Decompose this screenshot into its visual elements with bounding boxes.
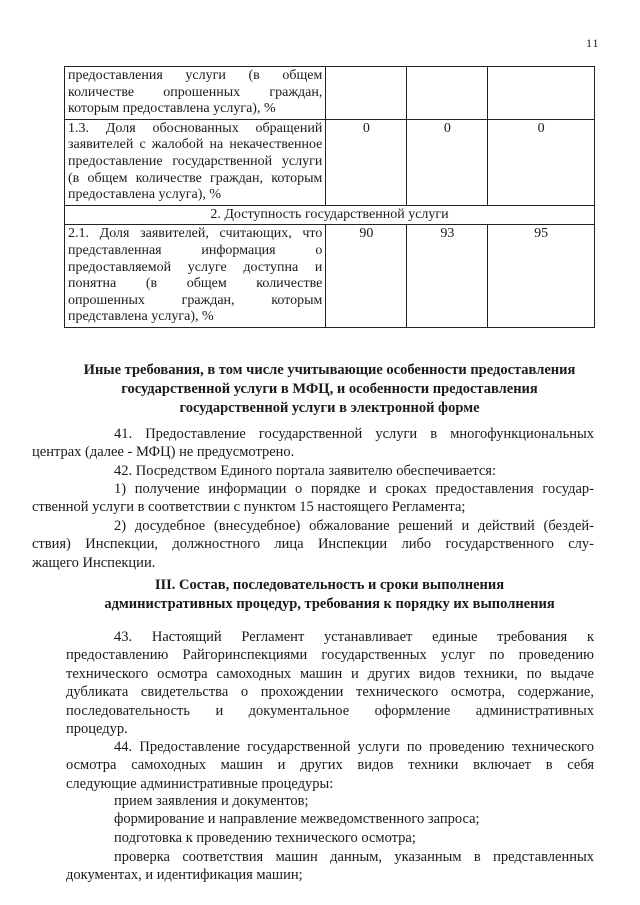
- paragraph-44: 44. Предоставление государственной услуги по проведению технического осмотра самоходных машин и других видов техники включает в себя следующие административные процедуры:: [66, 739, 594, 792]
- criterion-label: предоставления услуги (в общем количестве опрошенных граждан, которым предоставлена услуга), %: [65, 67, 326, 120]
- value-cell: 90: [326, 225, 407, 328]
- table-row: [65, 67, 595, 120]
- paragraph-41: 41. Предоставление государственной услуги в многофункциональных центрах (далее - МФЦ) не предусмотрено.: [32, 426, 594, 461]
- section-heading: Иные требования, в том числе учитывающие особенности предоставления государственной услуги в МФЦ, и особенности предоставления государственной услуги в электронной форме: [83, 362, 576, 416]
- list-item: формирование и направление межведомственного запроса;: [114, 811, 480, 828]
- list-item: прием заявления и документов;: [114, 793, 309, 809]
- table-row: [65, 119, 595, 205]
- paragraph-42: 42. Посредством Единого портала заявителю обеспечивается:: [114, 463, 496, 479]
- criterion-label: 1.3. Доля обоснованных обращений заявителей с жалобой на некачественное предоставление государственной услуги (в общем количестве граждан, которым предоставлена услуга), %: [65, 119, 326, 205]
- quality-criteria-table: [64, 66, 595, 328]
- value-cell: [407, 67, 488, 120]
- procedure-list: [114, 792, 594, 847]
- value-cell: 0: [488, 119, 595, 205]
- value-cell: 93: [407, 225, 488, 328]
- paragraph-42-2: 2) досудебное (внесудебное) обжалование решений и действий (бездей- ствия) Инспекции, должностного лица Инспекции либо государственного слу- жащего Инспекции.: [32, 518, 594, 571]
- value-cell: 0: [326, 119, 407, 205]
- value-cell: [488, 67, 595, 120]
- paragraph-procedure-check: проверка соответствия машин данным, указанным в представленных документах, и идентификация машин;: [66, 849, 594, 884]
- value-cell: [326, 67, 407, 120]
- page-number: 11: [586, 36, 600, 50]
- value-cell: 0: [407, 119, 488, 205]
- section-title: 2. Доступность государственной услуги: [65, 205, 595, 225]
- section-heading-3: III. Состав, последовательность и сроки выполнения административных процедур, требования к порядку их выполнения: [104, 577, 555, 612]
- list-item: подготовка к проведению технического осмотра;: [114, 829, 416, 846]
- paragraph-43: 43. Настоящий Регламент устанавливает единые требования к предоставлению Райгоринспекциями государственных услуг по проведению технического осмотра самоходных машин и других видов техники, по выдаче дубликата свидетельства о прохождении технического осмотра, содержание, последовательность и документальное оформление административных процедур.: [66, 629, 594, 738]
- table-section-row: [65, 205, 595, 225]
- value-cell: 95: [488, 225, 595, 328]
- criterion-label: 2.1. Доля заявителей, считающих, что представленная информация о предоставляемой услуге доступна и понятна (в общем количестве опрошенных граждан, которым представлена услуга), %: [65, 225, 326, 328]
- table-row: [65, 225, 595, 328]
- paragraph-42-1: 1) получение информации о порядке и сроках предоставления государ- ственной услуги в соответствии с пунктом 15 настоящего Регламента;: [32, 481, 594, 516]
